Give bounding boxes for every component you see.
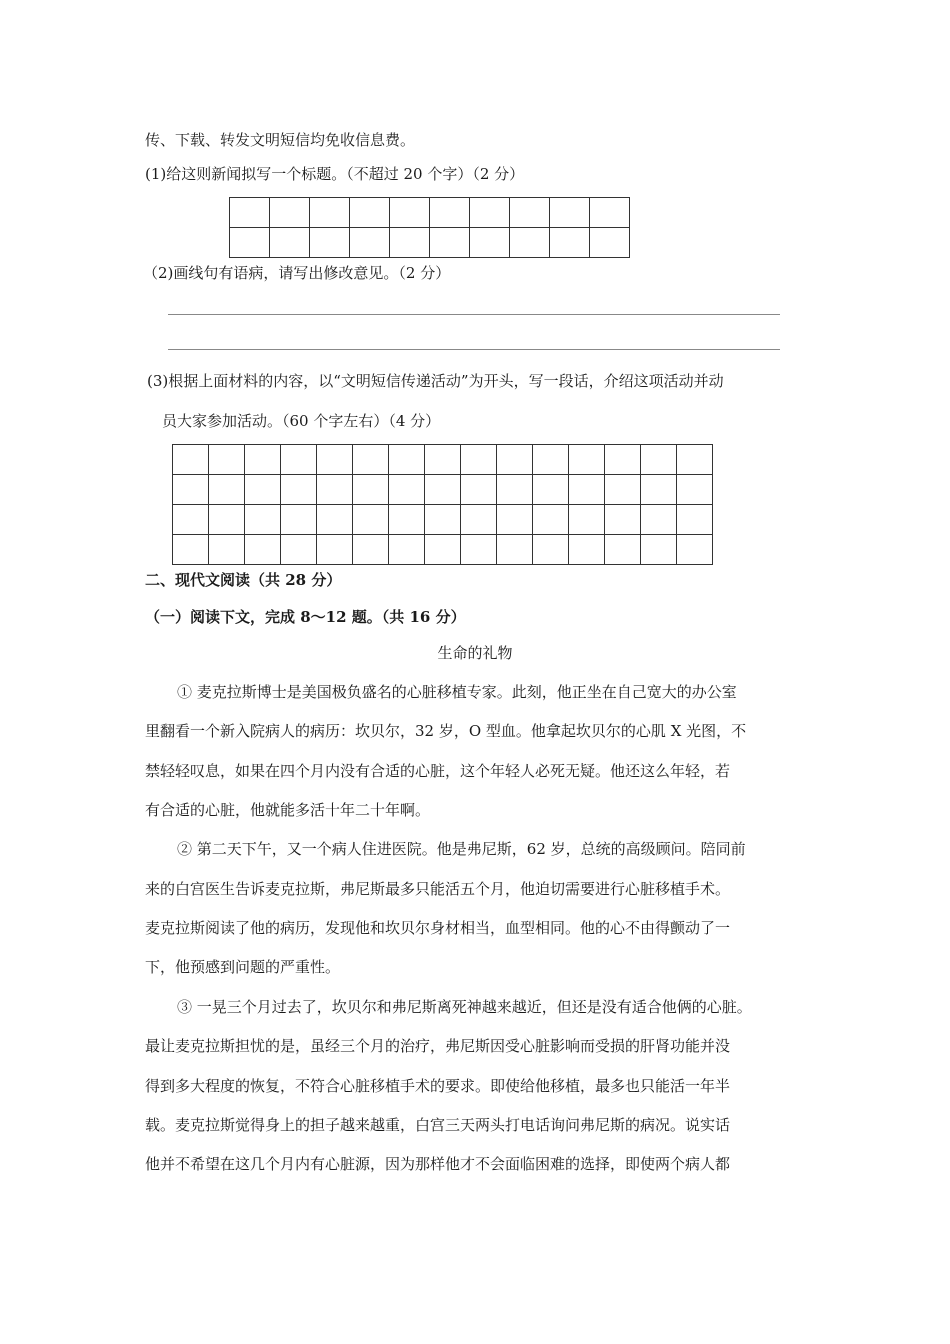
answer-grid-cell[interactable] — [389, 445, 425, 475]
answer-grid-cell[interactable] — [677, 535, 713, 565]
answer-grid-cell[interactable] — [281, 445, 317, 475]
q3-answer-grid[interactable] — [172, 444, 713, 565]
answer-grid-cell[interactable] — [497, 505, 533, 535]
answer-grid-cell[interactable] — [533, 475, 569, 505]
answer-grid-cell[interactable] — [353, 445, 389, 475]
answer-grid-cell[interactable] — [281, 535, 317, 565]
answer-grid-cell[interactable] — [317, 475, 353, 505]
answer-grid-cell[interactable] — [605, 535, 641, 565]
article-line: 他并不希望在这几个月内有心脏源，因为那样他才不会面临困难的选择，即使两个病人都 — [145, 1155, 731, 1173]
article-line: 禁轻轻叹息，如果在四个月内没有合适的心脏，这个年轻人必死无疑。他还这么年轻，若 — [145, 762, 731, 780]
answer-grid-cell[interactable] — [497, 445, 533, 475]
answer-grid-cell[interactable] — [173, 475, 209, 505]
answer-grid-cell[interactable] — [569, 505, 605, 535]
answer-grid-cell[interactable] — [353, 535, 389, 565]
answer-grid-cell[interactable] — [317, 535, 353, 565]
answer-grid-cell[interactable] — [245, 505, 281, 535]
answer-grid-cell[interactable] — [677, 475, 713, 505]
q2-answer-line-2[interactable] — [168, 349, 780, 350]
answer-grid-cell[interactable] — [173, 505, 209, 535]
answer-grid-cell[interactable] — [461, 475, 497, 505]
answer-grid-cell[interactable] — [389, 535, 425, 565]
article-line: ③ 一晃三个月过去了，坎贝尔和弗尼斯离死神越来越近，但还是没有适合他俩的心脏。 — [177, 998, 752, 1016]
answer-grid-cell[interactable] — [173, 445, 209, 475]
answer-grid-cell[interactable] — [461, 445, 497, 475]
answer-grid-cell[interactable] — [245, 535, 281, 565]
answer-grid-cell[interactable] — [209, 535, 245, 565]
answer-grid-cell[interactable] — [497, 535, 533, 565]
answer-grid-cell[interactable] — [677, 505, 713, 535]
answer-grid-cell[interactable] — [510, 228, 550, 258]
article-line: ② 第二天下午，又一个病人住进医院。他是弗尼斯，62 岁，总统的高级顾问。陪同前 — [177, 840, 746, 858]
answer-grid-cell[interactable] — [641, 535, 677, 565]
answer-grid-cell[interactable] — [230, 228, 270, 258]
answer-grid-cell[interactable] — [590, 198, 630, 228]
answer-grid-cell[interactable] — [389, 475, 425, 505]
subsection1-heading: （一）阅读下文，完成 8～12 题。（共 16 分） — [145, 608, 466, 626]
answer-grid-cell[interactable] — [677, 445, 713, 475]
answer-grid-cell[interactable] — [605, 475, 641, 505]
answer-grid-cell[interactable] — [550, 228, 590, 258]
article-title: 生命的礼物 — [437, 644, 513, 662]
answer-grid-cell[interactable] — [390, 228, 430, 258]
answer-grid-cell[interactable] — [281, 505, 317, 535]
q3-prompt-line-2: 员大家参加活动。（60 个字左右）（4 分） — [162, 412, 441, 430]
answer-grid-cell[interactable] — [209, 445, 245, 475]
answer-grid-cell[interactable] — [461, 505, 497, 535]
answer-grid-cell[interactable] — [569, 475, 605, 505]
answer-grid-cell[interactable] — [209, 505, 245, 535]
article-line: 得到多大程度的恢复，不符合心脏移植手术的要求。即使给他移植，最多也只能活一年半 — [145, 1077, 731, 1095]
article-line: 载。麦克拉斯觉得身上的担子越来越重，白宫三天两头打电话询问弗尼斯的病况。说实话 — [145, 1116, 731, 1134]
article-line: 来的白宫医生告诉麦克拉斯，弗尼斯最多只能活五个月，他迫切需要进行心脏移植手术。 — [145, 880, 731, 898]
answer-grid-cell[interactable] — [425, 475, 461, 505]
article-line: 里翻看一个新入院病人的病历：坎贝尔，32 岁，O 型血。他拿起坎贝尔的心肌 X 光图，不 — [145, 722, 747, 740]
answer-grid-cell[interactable] — [605, 445, 641, 475]
answer-grid-cell[interactable] — [353, 505, 389, 535]
answer-grid-cell[interactable] — [510, 198, 550, 228]
answer-grid-cell[interactable] — [281, 475, 317, 505]
answer-grid-cell[interactable] — [470, 228, 510, 258]
section2-heading: 二、现代文阅读（共 28 分） — [145, 571, 342, 589]
article-line: 下，他预感到问题的严重性。 — [145, 958, 341, 976]
answer-grid-cell[interactable] — [425, 535, 461, 565]
answer-grid-cell[interactable] — [245, 445, 281, 475]
intro-tail-text: 传、下载、转发文明短信均免收信息费。 — [145, 131, 416, 149]
answer-grid-cell[interactable] — [425, 445, 461, 475]
answer-grid-cell[interactable] — [641, 475, 677, 505]
answer-grid-cell[interactable] — [310, 198, 350, 228]
answer-grid-cell[interactable] — [270, 198, 310, 228]
answer-grid-cell[interactable] — [353, 475, 389, 505]
answer-grid-cell[interactable] — [173, 535, 209, 565]
answer-grid-cell[interactable] — [569, 535, 605, 565]
answer-grid-cell[interactable] — [461, 535, 497, 565]
q2-answer-line-1[interactable] — [168, 314, 780, 315]
answer-grid-cell[interactable] — [470, 198, 510, 228]
article-line: 有合适的心脏，他就能多活十年二十年啊。 — [145, 801, 431, 819]
q3-prompt-line-1: (3)根据上面材料的内容，以“文明短信传递活动”为开头，写一段话，介绍这项活动并动 — [147, 372, 724, 390]
answer-grid-cell[interactable] — [430, 228, 470, 258]
answer-grid-cell[interactable] — [641, 505, 677, 535]
q1-answer-grid[interactable] — [229, 197, 630, 258]
answer-grid-cell[interactable] — [209, 475, 245, 505]
article-line: 麦克拉斯阅读了他的病历，发现他和坎贝尔身材相当，血型相同。他的心不由得颤动了一 — [145, 919, 731, 937]
article-line: ① 麦克拉斯博士是美国极负盛名的心脏移植专家。此刻，他正坐在自己宽大的办公室 — [177, 683, 737, 701]
answer-grid-cell[interactable] — [641, 445, 677, 475]
answer-grid-cell[interactable] — [389, 505, 425, 535]
answer-grid-cell[interactable] — [245, 475, 281, 505]
answer-grid-cell[interactable] — [425, 505, 461, 535]
answer-grid-cell[interactable] — [533, 445, 569, 475]
q2-prompt: （2)画线句有语病，请写出修改意见。（2 分） — [143, 264, 451, 282]
answer-grid-cell[interactable] — [270, 228, 310, 258]
answer-grid-cell[interactable] — [533, 535, 569, 565]
article-line: 最让麦克拉斯担忧的是，虽经三个月的治疗，弗尼斯因受心脏影响而受损的肝肾功能并没 — [145, 1037, 731, 1055]
answer-grid-cell[interactable] — [350, 198, 390, 228]
answer-grid-cell[interactable] — [590, 228, 630, 258]
answer-grid-cell[interactable] — [605, 505, 641, 535]
answer-grid-cell[interactable] — [533, 505, 569, 535]
answer-grid-cell[interactable] — [310, 228, 350, 258]
answer-grid-cell[interactable] — [497, 475, 533, 505]
answer-grid-cell[interactable] — [550, 198, 590, 228]
answer-grid-cell[interactable] — [230, 198, 270, 228]
answer-grid-cell[interactable] — [317, 445, 353, 475]
q1-prompt: (1)给这则新闻拟写一个标题。（不超过 20 个字）（2 分） — [145, 165, 525, 183]
answer-grid-cell[interactable] — [390, 198, 430, 228]
answer-grid-cell[interactable] — [569, 445, 605, 475]
answer-grid-cell[interactable] — [350, 228, 390, 258]
answer-grid-cell[interactable] — [317, 505, 353, 535]
answer-grid-cell[interactable] — [430, 198, 470, 228]
